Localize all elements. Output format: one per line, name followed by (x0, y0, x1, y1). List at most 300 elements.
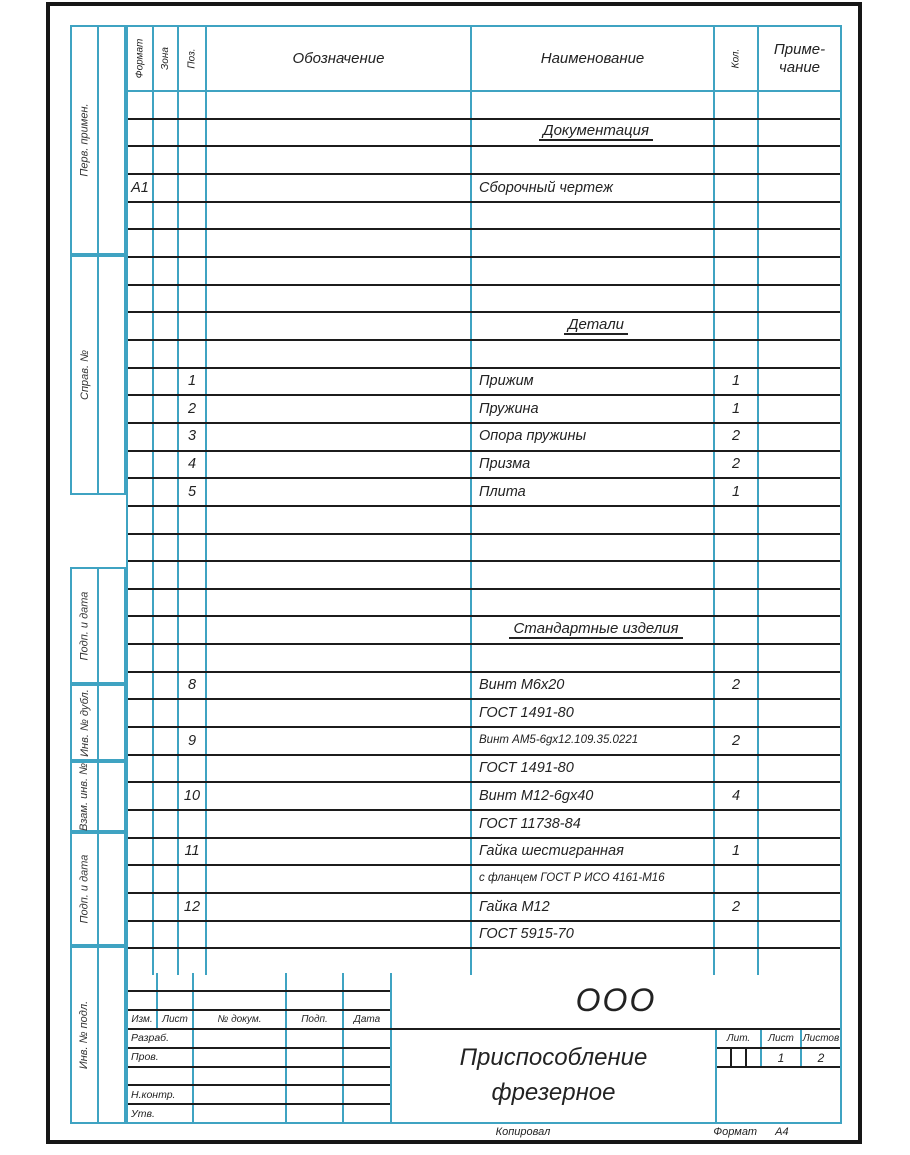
side-box-podp-data-2 (70, 832, 126, 946)
name-cell: Сборочный чертеж (472, 175, 715, 201)
role-label: Разраб. (128, 1030, 194, 1047)
spec-row (128, 894, 840, 922)
zone-cell (154, 949, 179, 975)
spec-rows (128, 92, 840, 975)
zone-cell (154, 92, 179, 118)
organization-cell (717, 1068, 840, 1122)
zone-cell (154, 894, 179, 920)
qty-cell (715, 562, 759, 588)
format-cell (128, 341, 154, 367)
spec-row (128, 92, 840, 120)
pos-cell (179, 949, 207, 975)
name-cell: Винт М12-6gх40 (472, 783, 715, 809)
format-cell (128, 286, 154, 312)
label-sheets: Листов (802, 1033, 840, 1044)
pos-cell (179, 313, 207, 339)
designation-cell (207, 535, 472, 561)
signature-row (128, 1105, 390, 1122)
side-box-blank (99, 686, 124, 759)
note-cell (759, 507, 840, 533)
format-cell (128, 203, 154, 229)
signature-row (128, 1030, 390, 1049)
designation-cell (207, 452, 472, 478)
format-cell (128, 590, 154, 616)
zone-cell (154, 507, 179, 533)
sheet-info-header (717, 1030, 840, 1049)
pos-cell (179, 230, 207, 256)
name-cell: Плита (472, 479, 715, 505)
pos-cell: 12 (179, 894, 207, 920)
name-cell: с фланцем ГОСТ Р ИСО 4161-М16 (472, 866, 715, 892)
qty-cell (715, 175, 759, 201)
name-cell (472, 562, 715, 588)
spec-row (128, 866, 840, 894)
format-cell (128, 839, 154, 865)
note-cell (759, 949, 840, 975)
note-cell (759, 120, 840, 146)
title-block (126, 973, 842, 1124)
zone-cell (154, 341, 179, 367)
zone-cell (154, 230, 179, 256)
note-cell (759, 175, 840, 201)
label-lit: Лит. (717, 1030, 762, 1047)
side-box-blank (99, 948, 124, 1122)
change-row-empty (128, 973, 390, 992)
label-docnum: № докум. (194, 1011, 287, 1028)
side-box-blank (99, 27, 124, 253)
pos-cell: 10 (179, 783, 207, 809)
designation-cell (207, 286, 472, 312)
pos-cell: 3 (179, 424, 207, 450)
title-block-lower (128, 1030, 840, 1122)
qty-cell: 1 (715, 369, 759, 395)
zone-cell (154, 452, 179, 478)
pos-cell: 9 (179, 728, 207, 754)
note-cell (759, 424, 840, 450)
designation-cell (207, 120, 472, 146)
format-cell: А1 (128, 175, 154, 201)
qty-cell (715, 700, 759, 726)
spec-row (128, 617, 840, 645)
note-cell (759, 369, 840, 395)
spec-row (128, 839, 840, 867)
designation-cell (207, 203, 472, 229)
name-cell: Винт АМ5-6gх12.109.35.0221 (472, 728, 715, 754)
format-cell (128, 811, 154, 837)
zone-cell (154, 313, 179, 339)
note-cell (759, 922, 840, 948)
name-cell: ГОСТ 11738-84 (472, 811, 715, 837)
name-cell: Гайка М12 (472, 894, 715, 920)
spec-row (128, 230, 840, 258)
side-box-perv-primen (70, 25, 126, 255)
pos-cell: 8 (179, 673, 207, 699)
format-cell (128, 369, 154, 395)
spec-row (128, 673, 840, 701)
pos-cell (179, 617, 207, 643)
label-list: Лист (158, 1011, 194, 1028)
name-cell: Призма (472, 452, 715, 478)
designation-cell (207, 866, 472, 892)
format-cell (128, 728, 154, 754)
designation-cell (207, 673, 472, 699)
qty-cell (715, 286, 759, 312)
pos-cell (179, 700, 207, 726)
format-cell (128, 562, 154, 588)
pos-cell (179, 175, 207, 201)
zone-cell (154, 866, 179, 892)
note-cell (759, 894, 840, 920)
zone-cell (154, 673, 179, 699)
name-cell (472, 286, 715, 312)
qty-cell (715, 313, 759, 339)
signature-row (128, 1086, 390, 1105)
name-cell: Пружина (472, 396, 715, 422)
zone-cell (154, 811, 179, 837)
format-cell (128, 673, 154, 699)
qty-cell (715, 203, 759, 229)
name-cell (472, 535, 715, 561)
name-cell (472, 147, 715, 173)
note-cell (759, 313, 840, 339)
note-cell (759, 839, 840, 865)
name-cell (472, 120, 715, 146)
side-box-label-col (72, 569, 99, 682)
designation-cell (207, 811, 472, 837)
spec-row (128, 645, 840, 673)
designation-cell (207, 839, 472, 865)
zone-cell (154, 783, 179, 809)
column-header-format: Формат (128, 27, 154, 90)
qty-cell (715, 92, 759, 118)
designation-cell (207, 756, 472, 782)
qty-cell: 2 (715, 728, 759, 754)
spec-table (126, 25, 842, 1124)
column-header-name: Наименование (472, 27, 715, 90)
note-cell (759, 258, 840, 284)
designation-cell (207, 424, 472, 450)
side-box-label-col (72, 686, 99, 759)
spec-row (128, 120, 840, 148)
format-cell (128, 424, 154, 450)
designation-cell (207, 92, 472, 118)
spec-row (128, 369, 840, 397)
sheet-total: 2 (817, 1050, 825, 1065)
side-box-label-col (72, 27, 99, 253)
note-cell (759, 203, 840, 229)
zone-cell (154, 147, 179, 173)
role-label: Н.контр. (128, 1086, 194, 1103)
note-cell (759, 562, 840, 588)
side-box-blank (99, 257, 124, 493)
side-box-label-col (72, 834, 99, 944)
qty-cell (715, 341, 759, 367)
name-cell: ГОСТ 5915-70 (472, 922, 715, 948)
side-box-label: Инв. № подл. (78, 1000, 91, 1070)
name-cell: Гайка шестигранная (472, 839, 715, 865)
lit-cells (717, 1049, 762, 1066)
format-cell (128, 949, 154, 975)
name-cell (472, 313, 715, 339)
side-box-label: Подп. и дата (78, 854, 91, 924)
note-cell (759, 286, 840, 312)
zone-cell (154, 369, 179, 395)
name-cell (472, 645, 715, 671)
spec-row (128, 313, 840, 341)
name-cell: Прижим (472, 369, 715, 395)
zone-cell (154, 535, 179, 561)
spec-row (128, 922, 840, 950)
change-row-empty (128, 992, 390, 1011)
pos-cell (179, 286, 207, 312)
format-cell (128, 866, 154, 892)
pos-cell: 2 (179, 396, 207, 422)
name-cell (472, 258, 715, 284)
spec-row (128, 562, 840, 590)
zone-cell (154, 922, 179, 948)
note-cell (759, 590, 840, 616)
designation-cell (207, 396, 472, 422)
zone-cell (154, 645, 179, 671)
designation-cell (207, 507, 472, 533)
spec-row (128, 175, 840, 203)
format-cell (128, 147, 154, 173)
side-box-label-col (72, 948, 99, 1122)
spec-row (128, 700, 840, 728)
side-box-label: Подп. и дата (78, 591, 91, 660)
zone-cell (154, 424, 179, 450)
designation-cell (207, 645, 472, 671)
document-title: Приспособление фрезерное (392, 1030, 717, 1122)
designation-cell (207, 369, 472, 395)
qty-cell (715, 230, 759, 256)
format-cell (128, 396, 154, 422)
qty-cell: 4 (715, 783, 759, 809)
column-header-zone: Зона (154, 27, 179, 90)
name-cell (472, 949, 715, 975)
role-label (128, 1068, 194, 1085)
spec-table-header (128, 27, 840, 92)
pos-cell: 1 (179, 369, 207, 395)
format-cell (128, 313, 154, 339)
sheet-info-values (717, 1049, 840, 1068)
note-cell (759, 92, 840, 118)
note-cell (759, 535, 840, 561)
change-table (128, 973, 392, 1028)
designation-cell (207, 341, 472, 367)
side-box-vzam-inv (70, 761, 126, 832)
format-cell (128, 783, 154, 809)
zone-cell (154, 203, 179, 229)
name-cell (472, 203, 715, 229)
name-cell: ГОСТ 1491-80 (472, 700, 715, 726)
pos-cell (179, 590, 207, 616)
qty-cell (715, 866, 759, 892)
pos-cell (179, 756, 207, 782)
pos-cell (179, 120, 207, 146)
zone-cell (154, 175, 179, 201)
qty-cell: 1 (715, 839, 759, 865)
designation-cell (207, 175, 472, 201)
name-cell (472, 341, 715, 367)
side-box-blank (99, 569, 124, 682)
designation-cell (207, 313, 472, 339)
side-box-label: Перв. примен. (78, 103, 91, 177)
qty-cell: 2 (715, 452, 759, 478)
qty-cell (715, 922, 759, 948)
note-cell (759, 617, 840, 643)
zone-cell (154, 617, 179, 643)
qty-cell (715, 949, 759, 975)
zone-cell (154, 700, 179, 726)
name-cell (472, 92, 715, 118)
note-cell (759, 811, 840, 837)
qty-cell (715, 507, 759, 533)
spec-row (128, 203, 840, 231)
column-header-qty: Кол. (715, 27, 759, 90)
qty-cell (715, 756, 759, 782)
pos-cell (179, 341, 207, 367)
copied-label: Копировал (495, 1126, 551, 1138)
section-title: Детали (564, 317, 628, 335)
side-box-podp-data-1 (70, 567, 126, 684)
pos-cell (179, 811, 207, 837)
pos-cell (179, 562, 207, 588)
format-cell (128, 452, 154, 478)
spec-row (128, 728, 840, 756)
designation-cell (207, 783, 472, 809)
note-cell (759, 783, 840, 809)
note-cell (759, 452, 840, 478)
pos-cell: 4 (179, 452, 207, 478)
side-box-inv-podl (70, 946, 126, 1124)
change-row-labels (128, 1011, 390, 1028)
note-cell (759, 700, 840, 726)
name-cell (472, 230, 715, 256)
format-cell (128, 922, 154, 948)
format-cell (128, 507, 154, 533)
zone-cell (154, 590, 179, 616)
zone-cell (154, 479, 179, 505)
format-cell (128, 535, 154, 561)
format-cell (128, 230, 154, 256)
format-value: А4 (775, 1126, 789, 1138)
designation-cell (207, 562, 472, 588)
spec-row (128, 535, 840, 563)
pos-cell (179, 922, 207, 948)
spec-row (128, 286, 840, 314)
pos-cell (179, 147, 207, 173)
format-cell (128, 700, 154, 726)
note-cell (759, 396, 840, 422)
designation-cell (207, 230, 472, 256)
label-izm: Изм. (128, 1011, 158, 1028)
designation-cell (207, 258, 472, 284)
qty-cell (715, 147, 759, 173)
pos-cell (179, 507, 207, 533)
designation-cell (207, 147, 472, 173)
zone-cell (154, 728, 179, 754)
pos-cell: 5 (179, 479, 207, 505)
qty-cell (715, 120, 759, 146)
designation-cell (207, 949, 472, 975)
note-cell (759, 341, 840, 367)
name-cell (472, 590, 715, 616)
side-box-label: Инв. № дубл. (78, 688, 91, 757)
zone-cell (154, 562, 179, 588)
signature-table (128, 1030, 392, 1122)
zone-cell (154, 120, 179, 146)
spec-row (128, 479, 840, 507)
qty-cell (715, 617, 759, 643)
note-cell (759, 147, 840, 173)
spec-row (128, 396, 840, 424)
format-cell (128, 756, 154, 782)
column-header-designation: Обозначение (207, 27, 472, 90)
spec-row (128, 507, 840, 535)
designation-cell (207, 922, 472, 948)
format-cell (128, 894, 154, 920)
pos-cell (179, 645, 207, 671)
spec-row (128, 341, 840, 369)
spec-row (128, 452, 840, 480)
name-cell (472, 507, 715, 533)
name-cell: Опора пружины (472, 424, 715, 450)
document-number: ООО (575, 982, 657, 1018)
signature-row (128, 1068, 390, 1087)
name-cell (472, 617, 715, 643)
label-sheet: Лист (762, 1030, 802, 1047)
format-note (660, 1126, 842, 1138)
side-box-label: Взам. инв. № (78, 762, 91, 831)
qty-cell: 2 (715, 894, 759, 920)
spec-row (128, 147, 840, 175)
section-title: Стандартные изделия (509, 621, 682, 639)
spec-row (128, 756, 840, 784)
zone-cell (154, 286, 179, 312)
pos-cell (179, 203, 207, 229)
format-cell (128, 479, 154, 505)
qty-cell (715, 590, 759, 616)
qty-cell (715, 811, 759, 837)
zone-cell (154, 839, 179, 865)
format-cell (128, 92, 154, 118)
spec-row (128, 949, 840, 975)
qty-cell: 2 (715, 673, 759, 699)
designation-cell (207, 479, 472, 505)
format-cell (128, 617, 154, 643)
format-cell (128, 258, 154, 284)
side-box-sprav-no (70, 255, 126, 495)
note-cell (759, 728, 840, 754)
side-box-label-col (72, 257, 99, 493)
pos-cell (179, 92, 207, 118)
spec-row (128, 424, 840, 452)
spec-row (128, 258, 840, 286)
side-box-label-col (72, 763, 99, 830)
note-cell (759, 479, 840, 505)
role-label: Пров. (128, 1049, 194, 1066)
role-label: Утв. (128, 1105, 194, 1122)
label-data: Дата (353, 1014, 381, 1025)
zone-cell (154, 258, 179, 284)
spec-row (128, 811, 840, 839)
note-cell (759, 645, 840, 671)
designation-cell (207, 700, 472, 726)
signature-row (128, 1049, 390, 1068)
note-cell (759, 673, 840, 699)
qty-cell: 1 (715, 396, 759, 422)
